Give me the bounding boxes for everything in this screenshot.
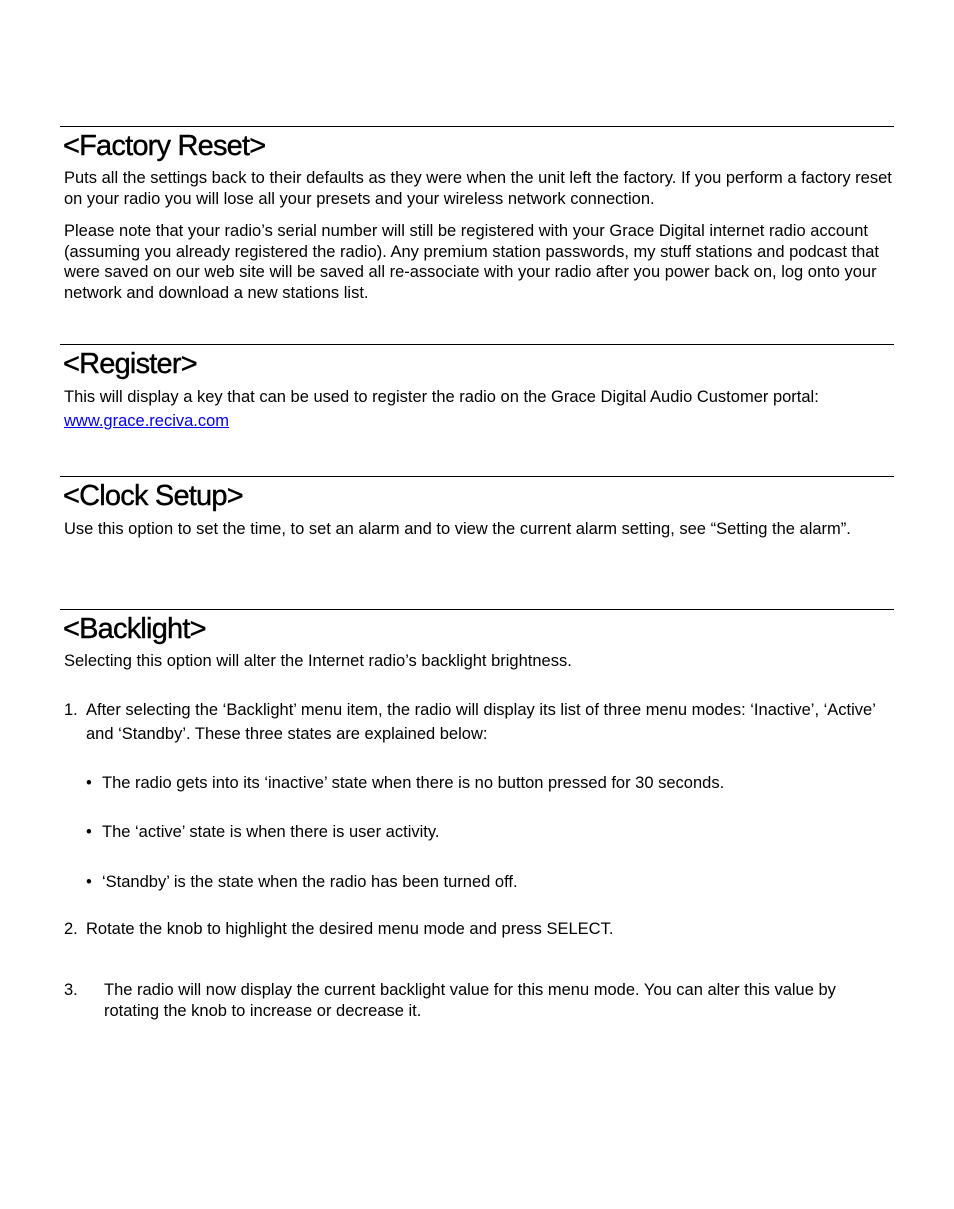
heading-clock-setup: <Clock Setup>	[63, 480, 243, 512]
section-divider	[60, 344, 894, 345]
register-portal-link[interactable]: www.grace.reciva.com	[64, 412, 230, 430]
section-divider	[60, 126, 894, 127]
bullet-text: The radio gets into its ‘inactive’ state when there is no button pressed for 30 seconds.	[102, 774, 725, 792]
heading-register: <Register>	[63, 348, 197, 380]
register-description	[64, 385, 894, 433]
section-divider	[60, 476, 894, 477]
factory-reset-note: Please note that your radio’s serial number will still be registered with your Grace Digital internet radio account (assuming you already registered the radio). Any premium station passwords, my stuff stations and podcast that were saved on our web site will be saved all re-associate with your radio after you power back on, log onto your network and download a new stations list.	[64, 222, 880, 302]
clock-setup-description: Use this option to set the time, to set an alarm and to view the current alarm setting, see “Setting the alarm”.	[64, 520, 851, 538]
step-text: Rotate the knob to highlight the desired menu mode and press SELECT.	[86, 920, 614, 938]
bullet-text: The ‘active’ state is when there is user activity.	[102, 823, 440, 841]
step-number: 3.	[64, 981, 78, 999]
step-number: 2.	[64, 920, 78, 938]
bullet-icon: •	[86, 873, 92, 891]
section-divider	[60, 609, 894, 610]
heading-factory-reset: <Factory Reset>	[63, 130, 266, 162]
bullet-text: ‘Standby’ is the state when the radio has been turned off.	[102, 873, 518, 891]
bullet-icon: •	[86, 774, 92, 792]
heading-backlight: <Backlight>	[63, 613, 206, 645]
register-text: This will display a key that can be used to register the radio on the Grace Digital Audio Customer portal:	[64, 388, 819, 406]
bullet-icon: •	[86, 823, 92, 841]
step-text: After selecting the ‘Backlight’ menu item, the radio will display its list of three menu modes: ‘Inactive’, ‘Active’ and ‘Standby’. These three states are explained below:	[86, 701, 876, 743]
backlight-description: Selecting this option will alter the Internet radio’s backlight brightness.	[64, 652, 572, 670]
step-number: 1.	[64, 701, 78, 719]
factory-reset-description: Puts all the settings back to their defaults as they were when the unit left the factory. If you perform a factory reset on your radio you will lose all your presets and your wireless network connection.	[64, 169, 892, 208]
step-text: The radio will now display the current backlight value for this menu mode. You can alter this value by rotating the knob to increase or decrease it.	[104, 981, 836, 1020]
